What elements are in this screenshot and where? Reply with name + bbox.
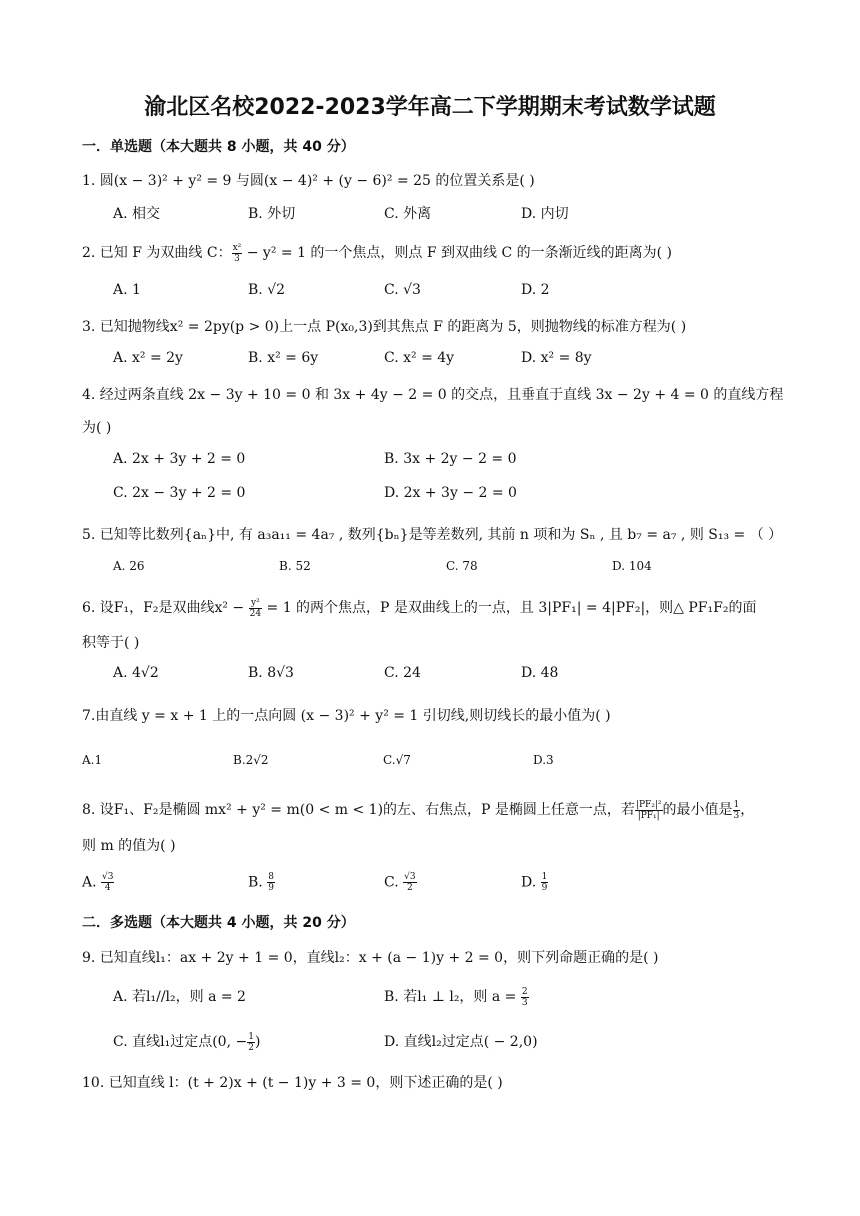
question-8-fraction-ratio xyxy=(635,800,663,821)
section-heading-single-choice: 一．单选题（本大题共 8 小题，共 40 分） xyxy=(82,139,355,155)
question-8-option-b xyxy=(248,872,275,893)
option-label: C. xyxy=(384,874,404,891)
question-8-stem-end: ， xyxy=(740,802,755,818)
question-5-option-c: C. 78 xyxy=(446,559,478,573)
fraction-denominator: 3 xyxy=(733,810,740,821)
question-3-option-c: C. x² = 4y xyxy=(384,350,455,366)
question-5-option-d: D. 104 xyxy=(612,559,652,573)
question-9-option-b xyxy=(384,986,529,1008)
fraction-denominator: 2 xyxy=(406,883,413,893)
question-8-option-c xyxy=(384,872,417,893)
section-heading-multiple-choice: 二．多选题（本大题共 4 小题，共 20 分） xyxy=(82,915,355,931)
question-2-option-d: D. 2 xyxy=(521,282,550,298)
question-5-option-b: B. 52 xyxy=(279,559,311,573)
question-4-option-c: C. 2x − 3y + 2 = 0 xyxy=(113,485,246,501)
question-3-option-a: A. x² = 2y xyxy=(113,350,183,366)
question-9-stem: 9. 已知直线l₁：ax + 2y + 1 = 0，直线l₂：x + (a − 1)y + 2 = 0，则下列命题正确的是( ) xyxy=(82,950,659,966)
question-2-stem xyxy=(82,242,672,264)
question-1-option-b: B. 外切 xyxy=(248,206,296,222)
question-4-stem-line-1: 4. 经过两条直线 2x − 3y + 10 = 0 和 3x + 4y − 2 = 0 的交点，且垂直于直线 3x − 2y + 4 = 0 的直线方程 xyxy=(82,387,784,403)
question-9-option-d: D. 直线l₂过定点( − 2,0) xyxy=(384,1034,538,1050)
fraction-numerator: 8 xyxy=(268,872,274,882)
question-1-option-c: C. 外离 xyxy=(384,206,432,222)
option-label: A. xyxy=(82,874,102,891)
question-6-option-c: C. 24 xyxy=(384,665,421,681)
question-6-option-a: A. 4√2 xyxy=(113,665,159,681)
option-text-end: ) xyxy=(254,1034,261,1050)
question-3-option-b: B. x² = 6y xyxy=(248,350,319,366)
question-2-option-c: C. √3 xyxy=(384,282,421,298)
question-4-option-b: B. 3x + 2y − 2 = 0 xyxy=(384,451,517,467)
fraction-numerator: x² xyxy=(232,242,242,253)
fraction-denominator: 3 xyxy=(234,253,240,264)
fraction-numerator: 1 xyxy=(248,1031,254,1042)
fraction-numerator: 2 xyxy=(521,986,528,997)
fraction-numerator: √3 xyxy=(404,872,416,882)
fraction-numerator: 1 xyxy=(541,872,548,882)
question-5-stem: 5. 已知等比数列{aₙ}中, 有 a₃a₁₁ = 4a₇ , 数列{bₙ}是等差数列, 其前 n 项和为 Sₙ , 且 b₇ = a₇ , 则 S₁₃ = （ ） xyxy=(82,527,783,543)
question-8-stem-middle: 的最小值是 xyxy=(662,802,733,818)
question-1-stem: 1. 圆(x − 3)² + y² = 9 与圆(x − 4)² + (y − 6)² = 25 的位置关系是( ) xyxy=(82,173,535,189)
question-7-option-a: A.1 xyxy=(82,753,103,767)
fraction-denominator: 2 xyxy=(248,1042,254,1053)
option-fraction xyxy=(541,872,549,893)
question-8-option-a xyxy=(82,872,114,893)
question-7-option-b: B.2√2 xyxy=(233,753,269,767)
question-6-stem-line-1 xyxy=(82,597,756,619)
fraction-denominator: 9 xyxy=(268,883,274,893)
question-2-stem-start: 2. 已知 F 为双曲线 C： xyxy=(82,245,232,261)
question-2-fraction xyxy=(232,243,243,264)
question-2-option-a: A. 1 xyxy=(113,282,141,298)
option-label: D. xyxy=(521,874,541,891)
question-8-stem-line-2: 则 m 的值为( ) xyxy=(82,838,176,854)
fraction-numerator: √3 xyxy=(102,872,114,882)
question-4-stem-line-2: 为( ) xyxy=(82,420,112,436)
question-6-option-b: B. 8√3 xyxy=(248,665,294,681)
fraction-numerator: |PF₂|² xyxy=(635,799,662,810)
option-fraction xyxy=(267,872,275,893)
option-text: B. 若l₁ ⊥ l₂，则 a = xyxy=(384,989,521,1005)
question-6-fraction xyxy=(249,598,262,619)
question-1-option-d: D. 内切 xyxy=(521,206,569,222)
fraction-numerator: 1 xyxy=(733,799,740,810)
option-text: C. 直线l₁过定点(0, − xyxy=(113,1034,248,1050)
question-9-option-a: A. 若l₁//l₂，则 a = 2 xyxy=(113,989,246,1005)
question-4-option-d: D. 2x + 3y − 2 = 0 xyxy=(384,485,517,501)
question-10-stem: 10. 已知直线 l：(t + 2)x + (t − 1)y + 3 = 0，则下述正确的是( ) xyxy=(82,1075,503,1091)
fraction-denominator: |PF₁| xyxy=(637,810,660,821)
question-8-stem-line-1 xyxy=(82,799,754,821)
question-2-stem-end: − y² = 1 的一个焦点，则点 F 到双曲线 C 的一条渐近线的距离为( ) xyxy=(242,245,673,261)
fraction-denominator: 3 xyxy=(521,997,528,1008)
fraction-numerator: y² xyxy=(249,598,262,609)
question-6-stem-line-2: 积等于( ) xyxy=(82,635,140,651)
page-title: 渝北区名校2022-2023学年高二下学期期末考试数学试题 xyxy=(144,95,716,120)
question-7-option-d: D.3 xyxy=(533,753,554,767)
option-fraction xyxy=(403,872,416,893)
option-label: B. xyxy=(248,874,268,891)
question-6-stem-end: = 1 的两个焦点，P 是双曲线上的一点，且 3|PF₁| = 4|PF₂|，则△ PF₁F₂的面 xyxy=(262,600,757,616)
question-3-option-d: D. x² = 8y xyxy=(521,350,592,366)
question-7-stem: 7.由直线 y = x + 1 上的一点向圆 (x − 3)² + y² = 1 引切线,则切线长的最小值为( ) xyxy=(82,708,611,724)
question-6-option-d: D. 48 xyxy=(521,665,559,681)
question-8-stem-start: 8. 设F₁、F₂是椭圆 mx² + y² = m(0 < m < 1)的左、右焦点，P 是椭圆上任意一点，若 xyxy=(82,802,635,818)
option-fraction xyxy=(247,1032,255,1053)
question-6-stem-start: 6. 设F₁，F₂是双曲线x² − xyxy=(82,600,249,616)
question-8-option-d xyxy=(521,872,548,893)
question-7-option-c: C.√7 xyxy=(383,753,411,767)
question-1-option-a: A. 相交 xyxy=(113,206,161,222)
fraction-denominator: 4 xyxy=(104,883,111,893)
question-9-option-c xyxy=(113,1031,260,1053)
question-3-stem: 3. 已知抛物线x² = 2py(p > 0)上一点 P(x₀,3)到其焦点 F 的距离为 5，则抛物线的标准方程为( ) xyxy=(82,319,687,335)
question-4-option-a: A. 2x + 3y + 2 = 0 xyxy=(113,451,246,467)
option-fraction xyxy=(521,987,529,1008)
fraction-denominator: 24 xyxy=(249,608,262,619)
fraction-denominator: 9 xyxy=(541,883,548,893)
question-5-option-a: A. 26 xyxy=(113,559,145,573)
option-fraction xyxy=(101,872,114,893)
question-2-option-b: B. √2 xyxy=(248,282,286,298)
